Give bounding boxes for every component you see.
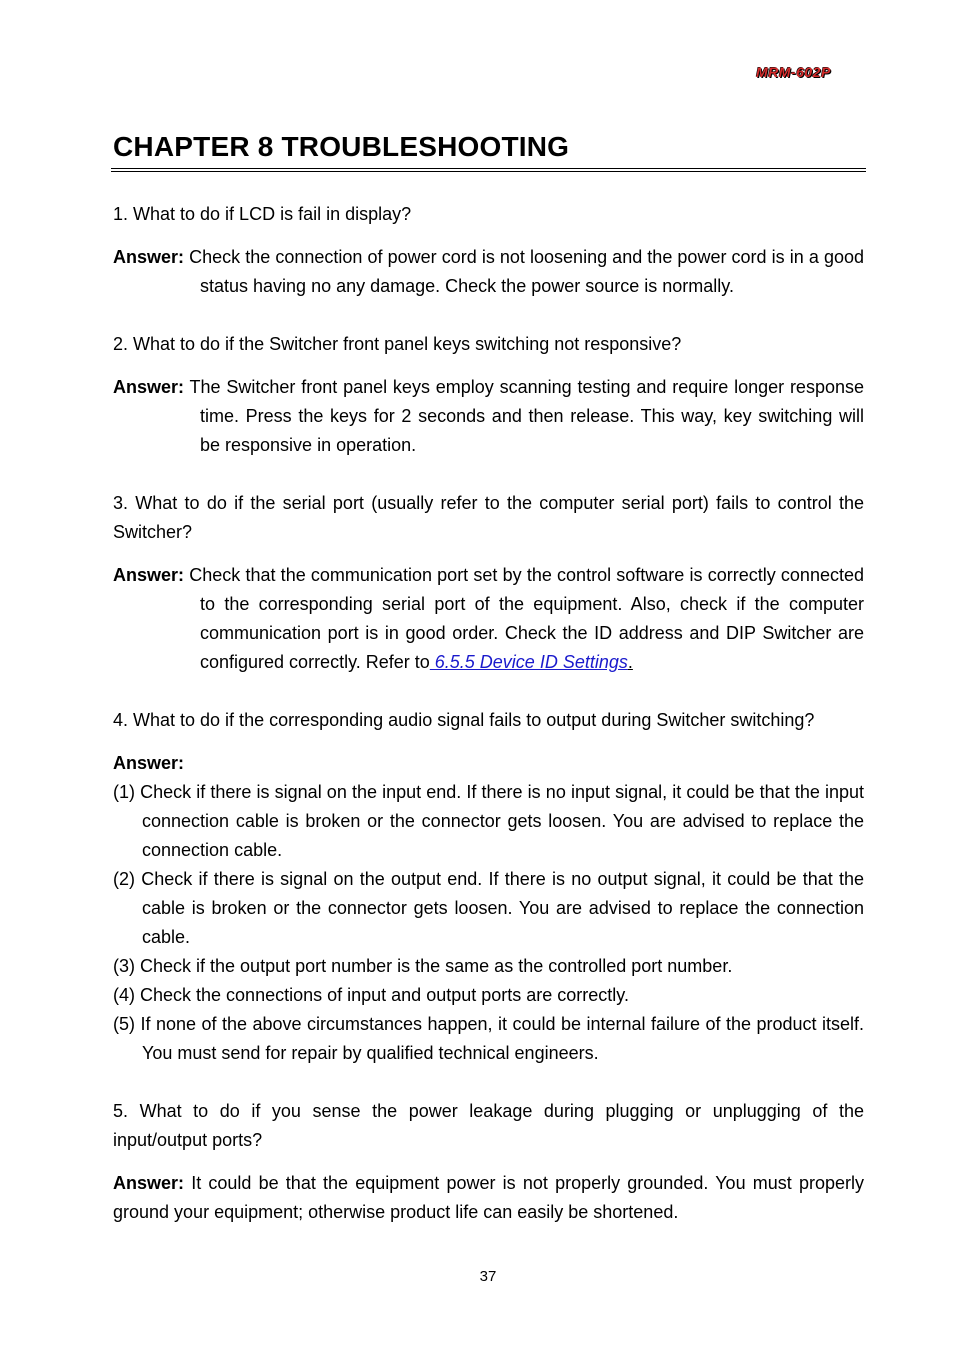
faq-content [113,200,864,1256]
answer-label: Answer: [113,247,185,267]
answer-text: Check that the communication port set by the control software is correctly connected to the corresponding serial port of the equipment. Also, check if the computer communication port is in good order. Check the ID address and DIP Switcher are configured correctly. Refer to [189,565,864,672]
answer-label: Answer: [113,377,185,397]
faq-question: 3. What to do if the serial port (usually refer to the computer serial port) fails to control the Switcher? [113,493,864,542]
answer-list [113,778,864,1068]
title-divider [111,168,866,169]
chapter-title: CHAPTER 8 TROUBLESHOOTING [113,131,570,162]
answer-label: Answer: [113,1173,185,1193]
faq-answer [113,561,864,677]
list-item: (1) Check if there is signal on the input end. If there is no input signal, it could be that the input connection cable is broken or the connector gets loosen. You are advised to replace the connection cable. [113,782,864,860]
list-item: (2) Check if there is signal on the output end. If there is no output signal, it could be that the cable is broken or the connector gets loosen. You are advised to replace the connection cable. [113,869,864,947]
answer-text-suffix: . [627,652,633,672]
list-item: (5) If none of the above circumstances happen, it could be internal failure of the product itself. You must send for repair by qualified technical engineers. [113,1014,864,1063]
faq-question: 2. What to do if the Switcher front panel keys switching not responsive? [113,334,682,354]
answer-text: The Switcher front panel keys employ scanning testing and require longer response time. Press the keys for 2 seconds and then release. This way, key switching will be responsive in operation. [189,377,864,455]
faq-question: 5. What to do if you sense the power leakage during plugging or unplugging of the input/output ports? [113,1101,864,1150]
faq-question: 4. What to do if the corresponding audio signal fails to output during Switcher switching? [113,710,815,730]
faq-question: 1. What to do if LCD is fail in display? [113,204,412,224]
model-logo: MRM-602P [756,64,831,80]
faq-answer [113,373,864,460]
faq-item-5 [113,1097,864,1227]
device-id-settings-link[interactable]: 6.5.5 Device ID Settings [429,652,628,672]
list-item: (3) Check if the output port number is the same as the controlled port number. [113,956,733,976]
page-number: 37 [479,1268,497,1285]
answer-text: Check the connection of power cord is not loosening and the power cord is in a good status having no any damage. Check the power source is normally. [189,247,864,296]
faq-item-4 [113,706,864,1068]
faq-answer [113,1169,864,1227]
list-item: (4) Check the connections of input and output ports are correctly. [113,985,629,1005]
answer-label: Answer: [113,753,185,773]
title-divider [111,171,866,172]
answer-label: Answer: [113,565,185,585]
faq-answer [113,243,864,301]
faq-item-3 [113,489,864,677]
faq-item-1 [113,200,864,301]
faq-item-2 [113,330,864,460]
answer-text: It could be that the equipment power is not properly grounded. You must properly ground your equipment; otherwise product life can easily be shortened. [113,1173,864,1222]
